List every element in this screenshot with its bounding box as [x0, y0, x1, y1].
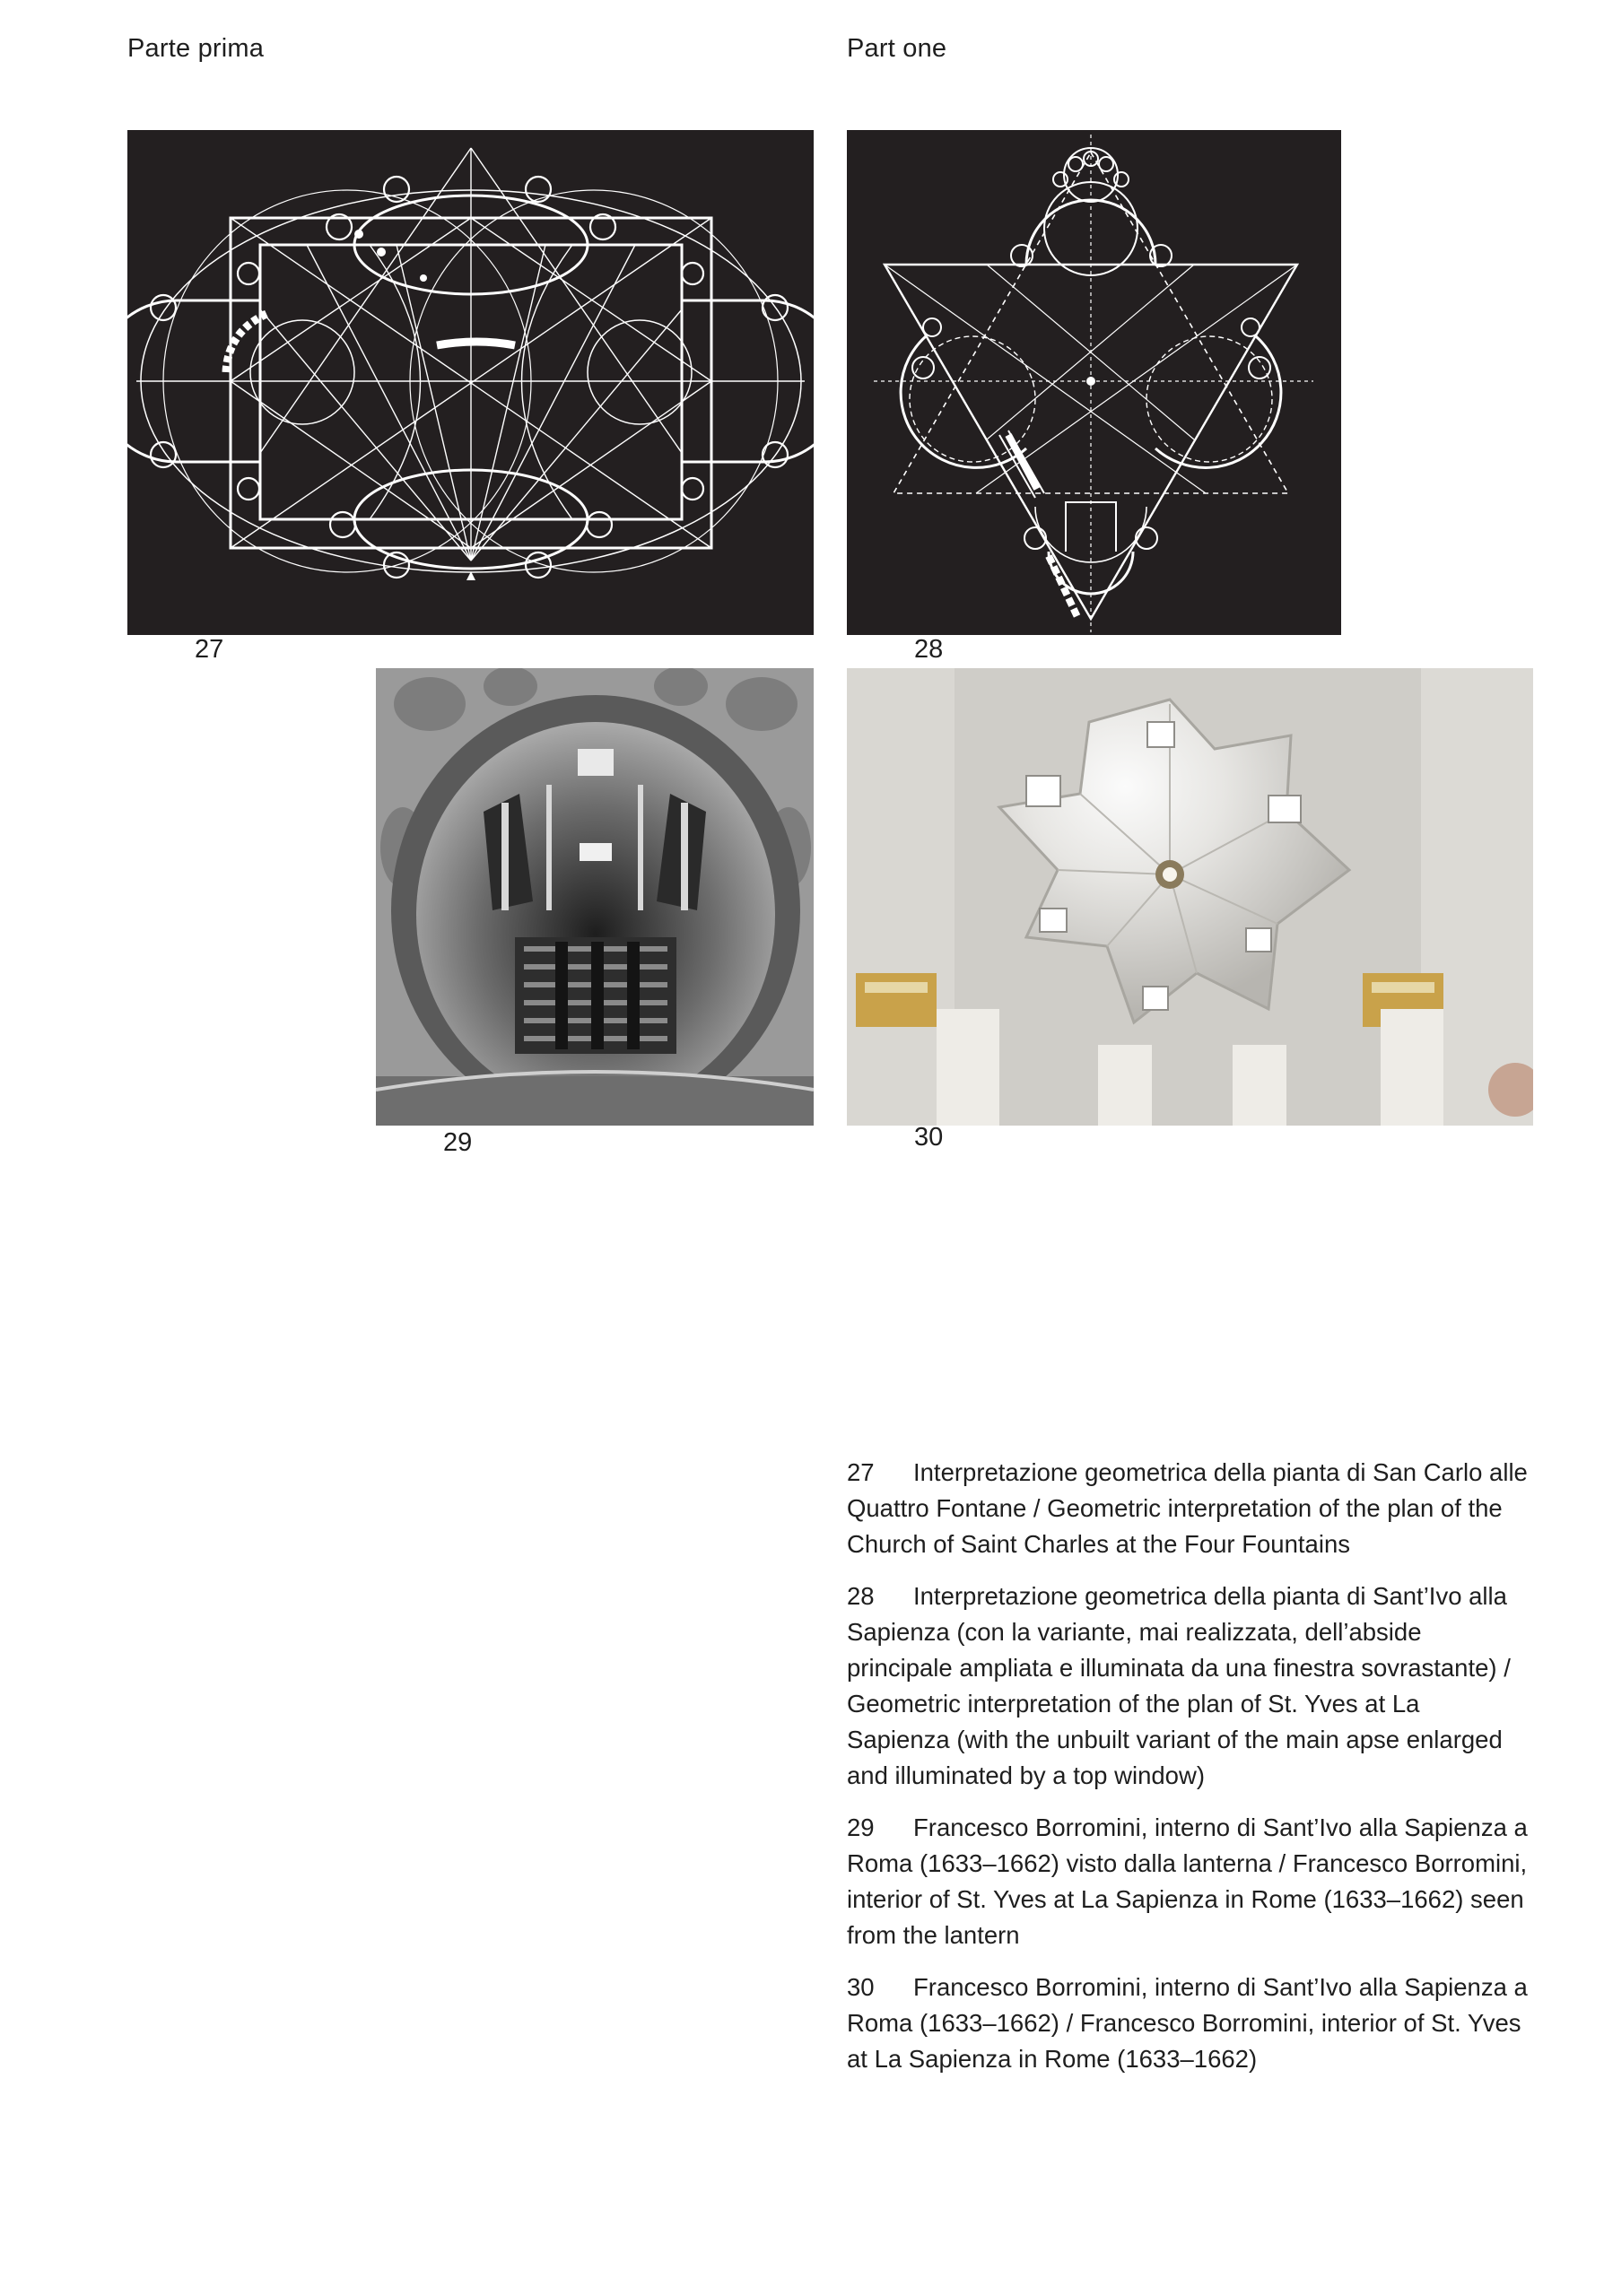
figure-28-image	[847, 130, 1341, 635]
caption-text: Francesco Borromini, interno di Sant’Ivo alla Sapienza a Roma (1633–1662) / Francesco Borromini, interior of St. Yves at La Sapienza in Rome (1633–1662)	[847, 1973, 1528, 2073]
caption-30	[847, 1970, 1529, 2077]
figure-27-image	[127, 130, 814, 635]
running-head-right: Part one	[847, 34, 947, 63]
caption-text: Interpretazione geometrica della pianta di San Carlo alle Quattro Fontane / Geometric interpretation of the plan of the Church of Saint Charles at the Four Fountains	[847, 1458, 1528, 1558]
caption-number: 29	[847, 1813, 875, 1841]
figure-28-number: 28	[914, 635, 944, 664]
san-carlo-geometric-plan-drawing-icon	[127, 130, 814, 635]
running-head-left: Parte prima	[127, 34, 265, 63]
sant-ivo-dome-interior-photo-icon	[847, 668, 1533, 1126]
figure-29-image	[376, 668, 814, 1126]
caption-list	[847, 1455, 1529, 2093]
figure-30-number: 30	[914, 1123, 944, 1152]
caption-27	[847, 1455, 1529, 1562]
caption-28	[847, 1578, 1529, 1794]
sant-ivo-geometric-plan-drawing-icon	[847, 130, 1341, 635]
caption-text: Interpretazione geometrica della pianta di Sant’Ivo alla Sapienza (con la variante, mai realizzata, dell’abside principale ampliata e illuminata da una finestra sovrastante) / Geometric interpretation of the plan of St. Yves at La Sapienza (with the unbuilt variant of the main apse enlarged and illuminated by a top window)	[847, 1582, 1511, 1789]
figure-30-image	[847, 668, 1533, 1126]
caption-text: Francesco Borromini, interno di Sant’Ivo alla Sapienza a Roma (1633–1662) visto dalla lanterna / Francesco Borromini, interior of St. Yves at La Sapienza in Rome (1633–1662) seen from the lantern	[847, 1813, 1528, 1949]
caption-number: 28	[847, 1582, 875, 1610]
caption-29	[847, 1810, 1529, 1953]
caption-number: 30	[847, 1973, 875, 2001]
figure-27-number: 27	[195, 635, 224, 664]
figure-29-number: 29	[443, 1128, 473, 1157]
sant-ivo-interior-photo-from-lantern-icon	[376, 668, 814, 1126]
caption-number: 27	[847, 1458, 875, 1486]
